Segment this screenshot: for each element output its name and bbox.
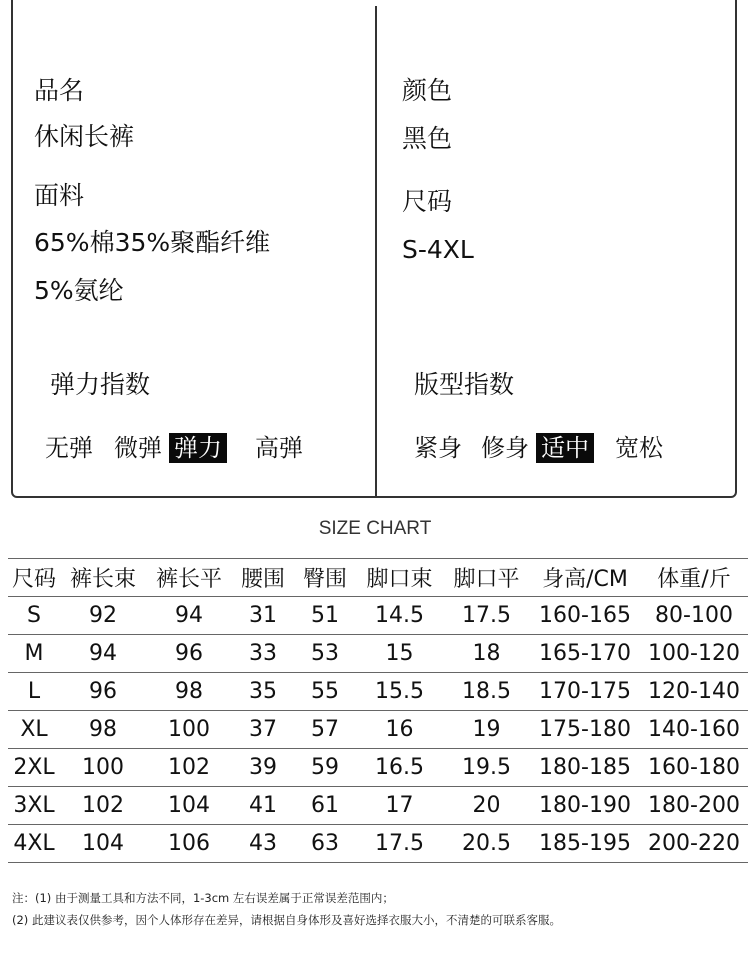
table-cell: 16.5 [356, 749, 443, 787]
elastic-option-selected: 弹力 [169, 433, 227, 463]
fit-option: 宽松 [615, 434, 663, 462]
table-cell: 19.5 [443, 749, 530, 787]
color-label: 颜色 [402, 76, 453, 105]
table-cell: 180-200 [640, 787, 748, 825]
header-cell: 臀围 [294, 559, 356, 597]
table-cell: 33 [232, 635, 294, 673]
elastic-index-label: 弹力指数 [50, 370, 151, 399]
table-cell: 96 [146, 635, 232, 673]
table-cell: 31 [232, 597, 294, 635]
table-cell: 102 [146, 749, 232, 787]
table-cell: 104 [60, 825, 146, 863]
header-cell: 腰围 [232, 559, 294, 597]
table-cell: 55 [294, 673, 356, 711]
fabric-line-1: 65%棉35%聚酯纤维 [34, 228, 271, 257]
table-cell: 35 [232, 673, 294, 711]
note-line: (2) 此建议表仅供参考，因个人体形存在差异，请根据自身体形及喜好选择衣服大小，不清楚的可联系客服。 [12, 913, 561, 927]
table-cell: 102 [60, 787, 146, 825]
header-cell: 体重/斤 [640, 559, 748, 597]
fit-option: 紧身 [414, 434, 462, 462]
table-cell: 18.5 [443, 673, 530, 711]
table-cell: 160-165 [530, 597, 640, 635]
table-cell: 43 [232, 825, 294, 863]
fit-index-label: 版型指数 [414, 370, 515, 399]
table-cell: 37 [232, 711, 294, 749]
table-cell: 180-190 [530, 787, 640, 825]
table-cell: 92 [60, 597, 146, 635]
table-cell: 41 [232, 787, 294, 825]
product-name-value: 休闲长裤 [34, 122, 135, 151]
notes [12, 887, 561, 931]
table-row [8, 635, 748, 673]
table-cell: 39 [232, 749, 294, 787]
table-cell: 53 [294, 635, 356, 673]
table-row [8, 749, 748, 787]
table-row [8, 673, 748, 711]
table-cell: 140-160 [640, 711, 748, 749]
table-cell: 15 [356, 635, 443, 673]
table-row [8, 597, 748, 635]
table-cell: 59 [294, 749, 356, 787]
table-cell: 100-120 [640, 635, 748, 673]
table-cell: 106 [146, 825, 232, 863]
size-chart-header-row [8, 559, 748, 597]
product-name-label: 品名 [34, 76, 85, 105]
table-cell: 120-140 [640, 673, 748, 711]
table-cell: XL [8, 711, 60, 749]
table-cell: M [8, 635, 60, 673]
table-cell: 175-180 [530, 711, 640, 749]
table-cell: 160-180 [640, 749, 748, 787]
table-cell: 94 [60, 635, 146, 673]
table-cell: 51 [294, 597, 356, 635]
table-cell: 185-195 [530, 825, 640, 863]
table-cell: 3XL [8, 787, 60, 825]
table-cell: 200-220 [640, 825, 748, 863]
table-cell: 17.5 [356, 825, 443, 863]
note-line: 注：(1) 由于测量工具和方法不同，1-3cm 左右误差属于正常误差范围内； [12, 891, 394, 905]
table-cell: 98 [60, 711, 146, 749]
size-chart-table [8, 558, 748, 863]
info-divider [375, 6, 377, 498]
header-cell: 身高/CM [530, 559, 640, 597]
table-cell: 20 [443, 787, 530, 825]
header-cell: 脚口束 [356, 559, 443, 597]
elastic-option: 微弹 [114, 434, 162, 462]
table-cell: 104 [146, 787, 232, 825]
size-chart-title: SIZE CHART [318, 518, 432, 539]
table-cell: 4XL [8, 825, 60, 863]
size-chart-body [8, 597, 748, 863]
color-value: 黑色 [402, 124, 453, 153]
elastic-option: 高弹 [255, 434, 303, 462]
size-label: 尺码 [402, 187, 453, 216]
fabric-line-2: 5%氨纶 [34, 276, 124, 305]
fit-option-selected: 适中 [536, 433, 594, 463]
header-cell: 尺码 [8, 559, 60, 597]
table-cell: 18 [443, 635, 530, 673]
fit-option: 修身 [481, 434, 529, 462]
fabric-label: 面料 [34, 181, 85, 210]
table-cell: 2XL [8, 749, 60, 787]
table-cell: L [8, 673, 60, 711]
table-cell: 19 [443, 711, 530, 749]
table-cell: 20.5 [443, 825, 530, 863]
table-row [8, 787, 748, 825]
table-cell: 17 [356, 787, 443, 825]
table-cell: 100 [60, 749, 146, 787]
elastic-option: 无弹 [45, 434, 93, 462]
table-cell: S [8, 597, 60, 635]
table-row [8, 711, 748, 749]
table-cell: 57 [294, 711, 356, 749]
table-cell: 14.5 [356, 597, 443, 635]
table-cell: 16 [356, 711, 443, 749]
table-cell: 61 [294, 787, 356, 825]
table-cell: 17.5 [443, 597, 530, 635]
size-value: S-4XL [402, 235, 474, 264]
header-cell: 裤长平 [146, 559, 232, 597]
table-cell: 94 [146, 597, 232, 635]
table-cell: 180-185 [530, 749, 640, 787]
table-cell: 96 [60, 673, 146, 711]
table-cell: 98 [146, 673, 232, 711]
table-row [8, 825, 748, 863]
table-cell: 100 [146, 711, 232, 749]
header-cell: 裤长束 [60, 559, 146, 597]
header-cell: 脚口平 [443, 559, 530, 597]
table-cell: 80-100 [640, 597, 748, 635]
table-cell: 15.5 [356, 673, 443, 711]
table-cell: 165-170 [530, 635, 640, 673]
table-cell: 63 [294, 825, 356, 863]
table-cell: 170-175 [530, 673, 640, 711]
